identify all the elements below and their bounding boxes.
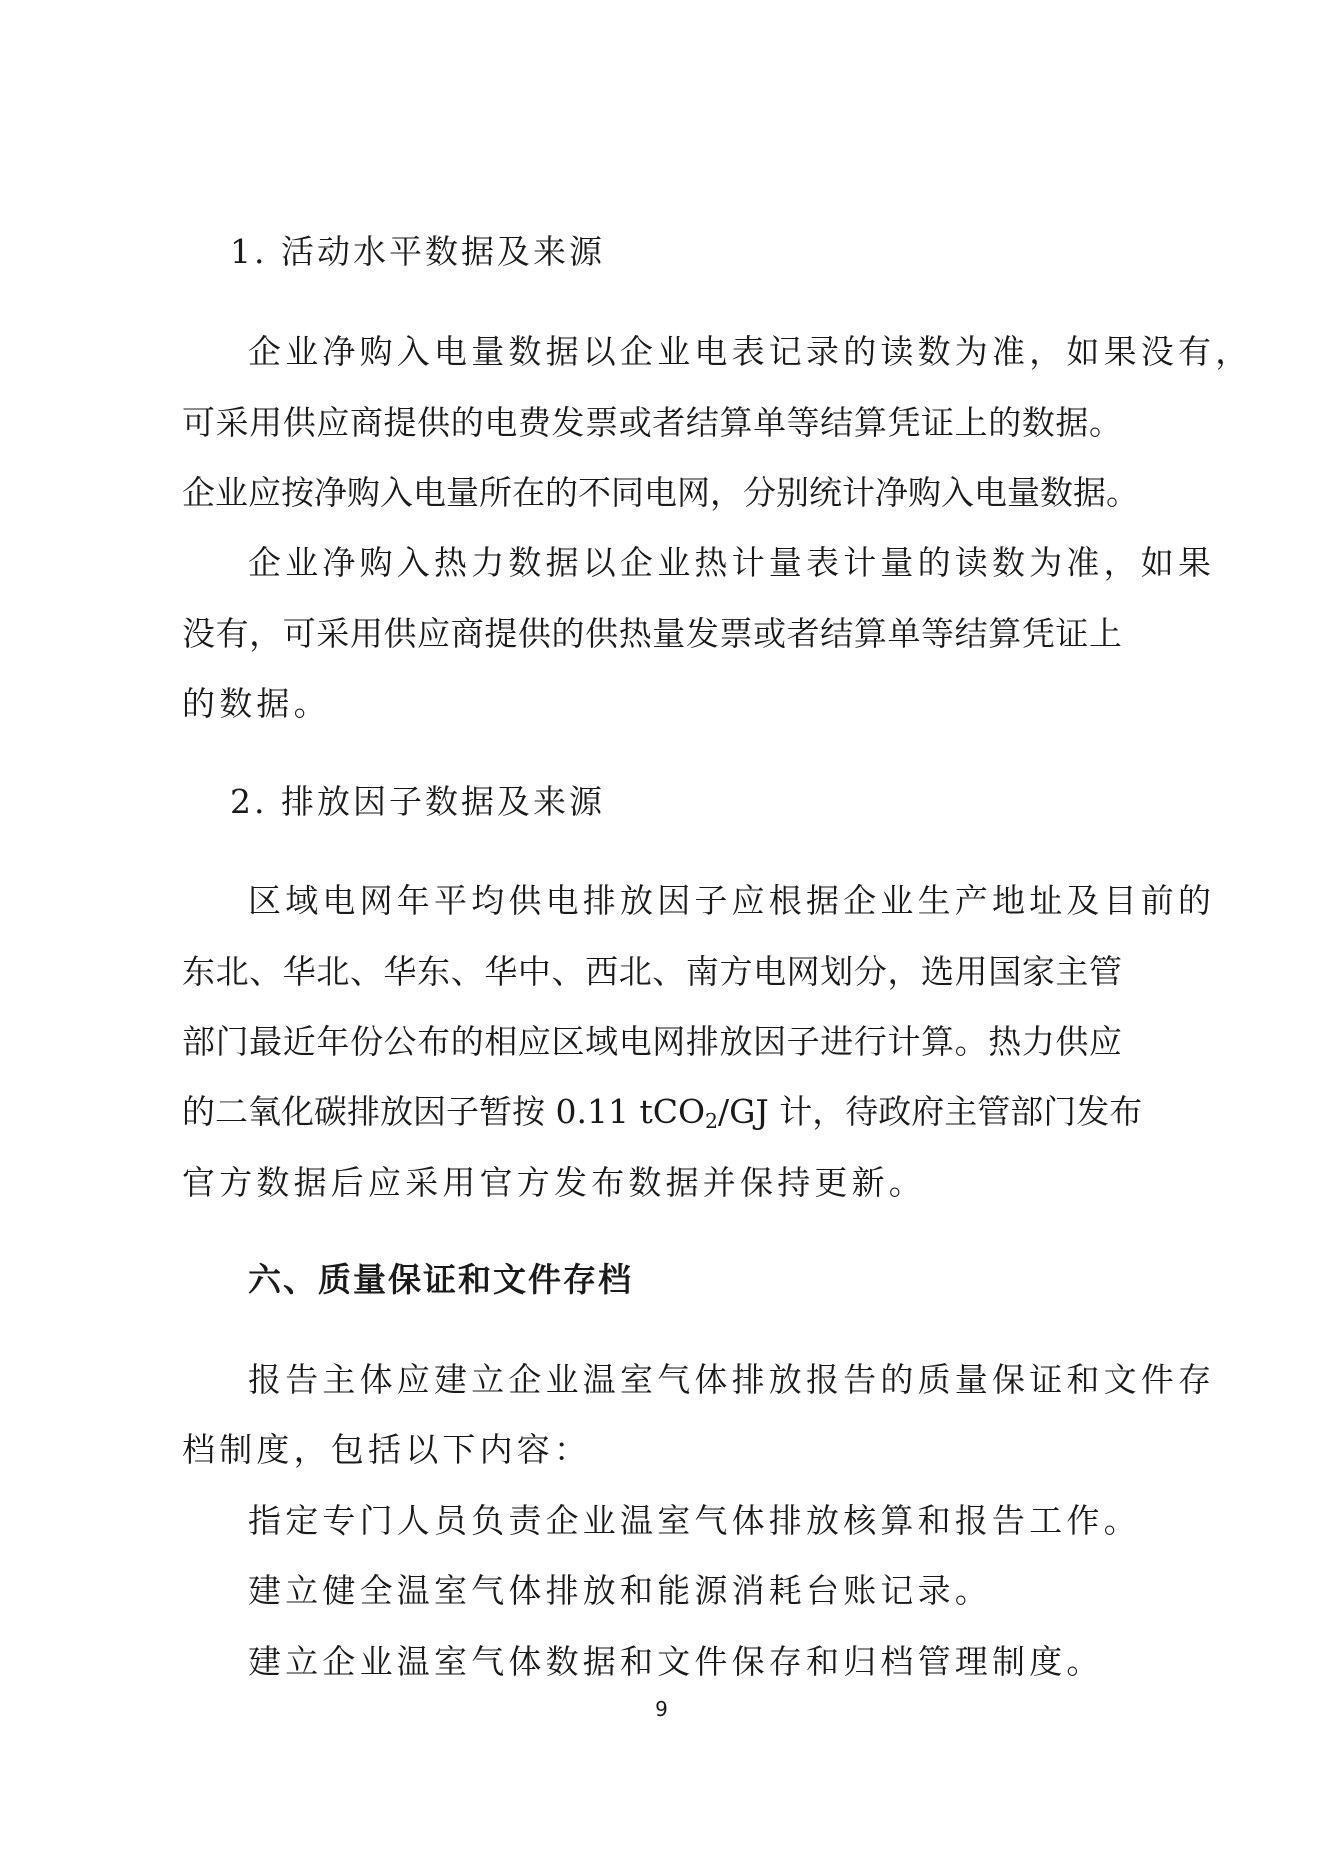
quality-item-2: 建立健全温室气体排放和能源消耗台账记录。 — [248, 1571, 992, 1610]
heading-activity-data: 1. 活动水平数据及来源 — [230, 232, 605, 271]
factor-line-4-pre: 的二氧化碳排放因子暂按 0.11 tCO — [182, 1092, 706, 1131]
quality-item-1: 指定专门人员负责企业温室气体排放核算和报告工作。 — [248, 1501, 1141, 1540]
paragraph-factor-line-3: 部门最近年份公布的相应区域电网排放因子进行计算。热力供应 — [182, 1022, 1122, 1061]
paragraph-factor-line-1: 区域电网年平均供电排放因子应根据企业生产地址及目前的 — [248, 881, 1216, 920]
paragraph-heat-line-2: 没有，可采用供应商提供的供热量发票或者结算单等结算凭证上 — [182, 614, 1122, 653]
quality-item-3: 建立企业温室气体数据和文件保存和归档管理制度。 — [248, 1642, 1104, 1681]
heading-emission-factor: 2. 排放因子数据及来源 — [230, 782, 605, 821]
paragraph-quality-line-1: 报告主体应建立企业温室气体排放报告的质量保证和文件存 — [248, 1360, 1216, 1399]
co2-subscript: 2 — [705, 1109, 719, 1134]
paragraph-electricity-line-2: 可采用供应商提供的电费发票或者结算单等结算凭证上的数据。 — [182, 403, 1122, 442]
paragraph-heat-line-3: 的数据。 — [182, 684, 331, 723]
section-title-quality: 六、质量保证和文件存档 — [248, 1260, 633, 1299]
paragraph-heat-line-1: 企业净购入热力数据以企业热计量表计量的读数为准，如果 — [248, 543, 1216, 582]
paragraph-electricity-line-3: 企业应按净购入电量所在的不同电网，分别统计净购入电量数据。 — [182, 473, 1139, 512]
paragraph-quality-line-2: 档制度，包括以下内容： — [182, 1430, 592, 1469]
page-number: 9 — [655, 1697, 668, 1721]
paragraph-factor-line-5: 官方数据后应采用官方发布数据并保持更新。 — [182, 1163, 926, 1202]
paragraph-factor-line-4 — [182, 1092, 1143, 1134]
paragraph-electricity-line-1: 企业净购入电量数据以企业电表记录的读数为准，如果没有， — [248, 332, 1253, 371]
paragraph-factor-line-2: 东北、华北、华东、华中、西北、南方电网划分，选用国家主管 — [182, 952, 1122, 991]
factor-line-4-post: /GJ 计，待政府主管部门发布 — [718, 1092, 1143, 1131]
